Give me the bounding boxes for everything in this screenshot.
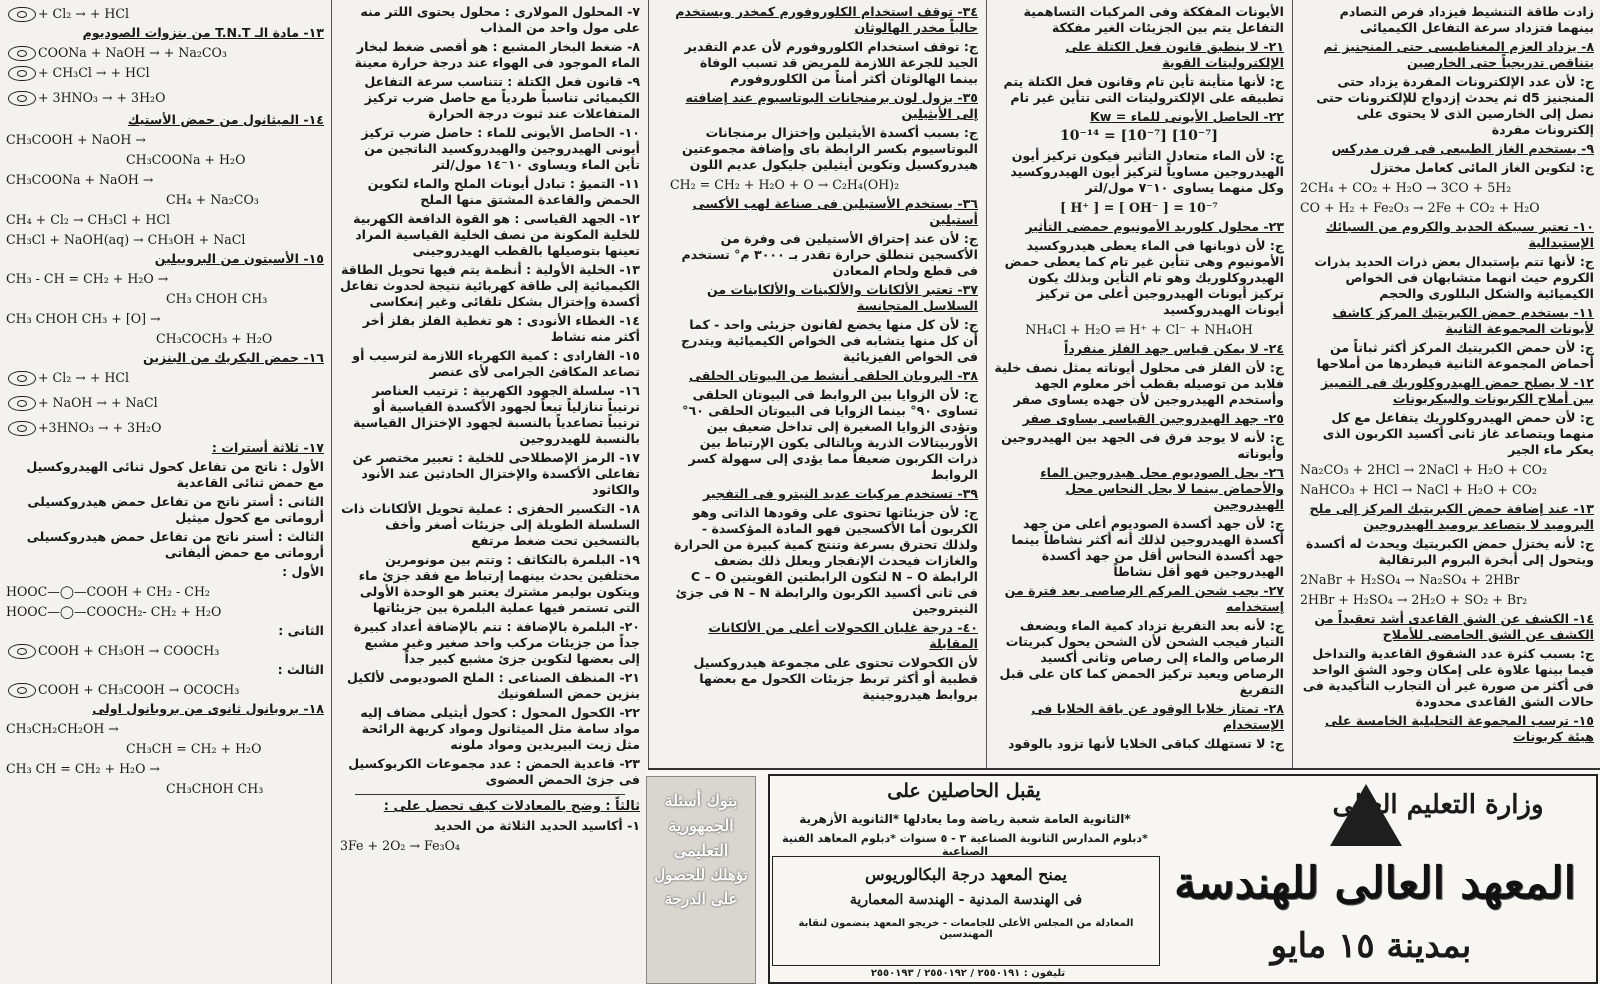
equation: CH₃ CH = CH₂ + H₂O → (6, 761, 160, 776)
equation: COOH + CH₃COOH → OCOCH₃ (6, 681, 324, 698)
benzene-ring-icon (8, 644, 36, 659)
question: ١٣- عند إضافة حمض الكبريتيك المركز إلى ملح البروميد لا يتصاعد بروميد الهيدروجين (1309, 501, 1594, 532)
equation: HOOC—◯—COOH + CH₂ - CH₂ (6, 584, 210, 599)
answer: ج: لا تستهلك كباقى الخلايا لأنها تزود بالوقود (1007, 736, 1284, 751)
benzene-ring-icon (8, 396, 36, 411)
equation: Na₂CO₃ + 2HCl → 2NaCl + H₂O + CO₂ (1300, 462, 1548, 477)
institute-logo-icon (1330, 784, 1402, 846)
equation: CH₃CH = CH₂ + H₂O (126, 741, 262, 756)
definition: ١٥- الفارادى : كمية الكهرباء اللازمة لترسيب أو تصاعد المكافئ الجرامى لأى عنصر (352, 348, 640, 379)
definition: ١١- التميؤ : تبادل أيونات الملح والماء لتكوين الحمض والقاعدة المشتق منها الملح (367, 176, 640, 207)
answer: ج: لأن ذوبانها فى الماء يعطى هيدروكسيد الأمونيوم وهى تتأين غير تام كما يعطى حمض الهيدروكلوريك وهو تام التأين وبذلك يكون تركيز أيونات الهيدروجين أعلى من تركيز أيونات الهيدروكسيد (1004, 238, 1284, 317)
benzene-ring-icon (8, 371, 36, 386)
question: ٢٦- يحل الصوديوم محل هيدروجين الماء والأحماض بينما لا يحل النحاس محل الهيدروجين (1040, 465, 1284, 512)
equation: CH₃ - CH = CH₂ + H₂O → (6, 271, 169, 286)
definition: ١٢- الجهد القياسى : هو القوة الدافعة الكهربية للخلية المكونة من نصف الخلية القياسية المراد تعينها بتوصيلها بالقطب الهيدروجينى (353, 211, 640, 258)
section-title: ثالثاً : وضح بالمعادلات كيف تحصل على : (383, 799, 640, 814)
question: ٣٤- توقف استخدام الكلوروفورم كمخدر ويستخدم حالياً مخدر الهالوثان (675, 4, 978, 35)
benzene-ring-icon (8, 46, 36, 61)
equation: CH₃CH₂CH₂OH → (6, 721, 119, 736)
question: ١- أكاسيد الحديد الثلاثة من الحديد (433, 818, 640, 833)
equation: 2CH₄ + CO₂ + H₂O → 3CO + 5H₂ (1300, 180, 1512, 195)
degree-equivalence: المعادلة من المجلس الأعلى للجامعات - خريجو المعهد ينضمون لنقابة المهندسين (798, 918, 1134, 940)
definition: ١٤- الغطاء الأنودى : هو تغطية الفلز بفلز أخر أكثر منه نشاط (362, 313, 640, 344)
question: ٣٦- يستخدم الأستيلين فى صناعة لهب الأكسى أستيلين (692, 196, 978, 227)
contact-line: تليفون : ٢٥٥٠١٩١ / ٢٥٥٠١٩٢ / ٢٥٥٠١٩٣ (870, 968, 1066, 979)
equation: + 3HNO₃ → + 3H₂O (6, 89, 324, 106)
answer: ج: لأن جهد أكسدة الصوديوم أعلى من جهد أكسدة الهيدروجين لذلك أنه أكثر نشاطاً بينما جهد أكسدة النحاس أقل من جهد أكسدة الهيدروجين فهو أقل نشاطاً (1011, 516, 1284, 579)
question: ١٨- بروبانول ثانوى من بروبانول اولى (92, 701, 324, 716)
equation: CH₃COOH + NaOH → (6, 132, 146, 147)
definition: ٨- ضغط البخار المشبع : هو أقصى ضغط لبخار الماء الموجود فى الهواء عند درجة حرارة معينة (354, 39, 640, 70)
answer: ج: لأنه لا يوجد فرق فى الجهد بين الهيدروجين وأيوناته (1001, 430, 1284, 461)
question: ٣٨- البروبان الحلقى أنشط من البيوتان الحلقى (688, 368, 978, 383)
definition: ٢٢- الكحول المحول : كحول أيثيلى مضاف إليه مواد سامة مثل الميثانول ومواد كريهة الرائحة مثل زيت البيريدين ومواد ملونه (360, 705, 640, 752)
col1-block-a (1300, 4, 1594, 176)
answer: ج: لأن حمض الهيدروكلوريك يتفاعل مع كل منهما ويتصاعد غاز ثانى أكسيد الكربون الذى يعكر ماء الجير (1322, 410, 1594, 457)
benzene-ring-icon (8, 66, 36, 81)
answer: ج: لأن كل منها يخضع لقانون جزيئى واحد - كما أن كل منها يتشابه فى الخواص الكيميائية ويتدرج فى الخواص الفيزيائية (681, 317, 978, 364)
definition: ٢١- المنظف الصناعى : الملح الصوديومى لألكيل بنزين حمض السلفونيك (346, 670, 640, 701)
question: ١٧- ثلاثة أسترات : (211, 440, 324, 455)
equation: CO + H₂ + Fe₂O₃ → 2Fe + CO₂ + H₂O (1300, 200, 1540, 215)
answer: الأول : (282, 564, 324, 579)
advertisement (646, 770, 1600, 984)
column-3 (664, 4, 984, 770)
question: ٩- يستخدم الغاز الطبيعى فى فرن مدركس (1331, 141, 1594, 156)
question: ١٦- حمض البكريك من البنزين (143, 350, 324, 365)
answer: ج: لأنه بعد التفريغ تزداد كمية الماء ويضعف التيار فيجب الشحن لأن الشحن يحول كبريتات الرصاص والماء إلى رصاص وثانى أكسيد الرصاص ويعيد تركيز الحمض كما كان على قبل التفريغ (999, 618, 1284, 697)
equation: CH₃COONa + NaOH → (6, 172, 154, 187)
institute-name: المعهد العالى للهندسة (1174, 858, 1576, 909)
question-bank-ad (646, 776, 756, 984)
text-line: زادت طاقة التنشيط فيزداد فرص التصادم بينهما فتزداد سرعة التفاعل الكيميائى (1339, 4, 1594, 35)
equation: CH₃COCH₃ + H₂O (156, 331, 273, 346)
institute-ad (768, 774, 1598, 984)
question-bank-ad-lines (647, 777, 755, 908)
column-4 (334, 4, 646, 984)
answer: الثالث : أستر ناتج من تفاعل حمض هيدروكسيلى أروماتى مع حمض أليفاتى (26, 529, 324, 560)
question: ١٤- الميثانول من حمض الأستيك (127, 112, 324, 127)
section-divider (355, 794, 625, 795)
definition: ١٣- الخلية الأولية : أنظمة يتم فيها تحويل الطاقة الكيميائية إلى طاقة كهربائية نتيجة لحدوث تفاعل أكسدة وإختزال بشكل تلقائى وغير إنعكاسى (340, 262, 640, 309)
answer: ج: لأن الماء متعادل التأثير فيكون تركيز أيون الهيدروجين مساوياً لتركيز أيون الهيدروكسيد وكل منهما يساوى ١٠⁻٧ مول/لتر (1010, 148, 1284, 195)
answer: ج: لأن الفلز فى محلول أيوناته يمثل نصف خلية فلابد من توصيله بقطب أخر معلوم الجهد وأستخدم الهيدروجين لأن جهده يساوى صفر (994, 360, 1284, 407)
question: ٢٤- لا يمكن قياس جهد الفلز منفرداً (1064, 341, 1284, 356)
column-divider (986, 0, 987, 770)
question: ٣٥- يزول لون برمنجانات البوتاسيوم عند إضافته إلى الأيثيلين (685, 90, 978, 121)
institute-city: بمدينة ١٥ مايو (1270, 926, 1472, 966)
text-line: على الدرجة (664, 890, 738, 908)
equation: CH₄ + Na₂CO₃ (166, 192, 259, 207)
question: ١٥- الأسيتون من البروبيلين (154, 251, 324, 266)
equation: + Cl₂ → + HCl (6, 369, 324, 386)
text-line: تؤهلك للحصول (654, 866, 748, 884)
question: ٢٢- الحاصل الأيونى للماء = Kw (1089, 109, 1284, 124)
equation: COOH + CH₃OH → COOCH₃ (6, 642, 324, 659)
equation: COONa + NaOH → + Na₂CO₃ (6, 44, 324, 61)
question: ١٣- مادة الـ T.N.T من بنزوات الصوديوم (82, 25, 324, 40)
equation: NaHCO₃ + HCl → NaCl + H₂O + CO₂ (1300, 482, 1537, 497)
definition: ٧- المحلول المولارى : محلول يحتوى اللتر منه على مول واحد من المذاب (360, 4, 640, 35)
question: ٨- يزداد العزم المغناطيسى حتى المنجنيز ثم يتناقص تدريجياً حتى الخارصين (1323, 39, 1594, 70)
answer: ج: لأن عدد الإلكترونات المفردة يزداد حتى المنجنيز d5 ثم يحدث إزدواج للإلكترونات حتى نصل إلى الخارصين الذى لا يحتوى على إلكترونات مفردة (1316, 74, 1594, 137)
question: ٢٨- تمتاز خلايا الوقود عن باقة الخلايا فى الإستخدام (1031, 701, 1284, 732)
question: ٢٥- جهد الهيدروجين القياسى يساوى صفر (1022, 411, 1284, 426)
question: ١١- يستخدم حمض الكبريتيك المركز كاشف لأيونات المجموعة الثانية (1332, 305, 1594, 336)
text-line: الأيونات المفككة وفى المركبات التساهمية التفاعل يتم بين الجزيئات الغير مفككة (1023, 4, 1284, 35)
benzene-ring-icon (8, 421, 36, 436)
text-line: الجمهورية (668, 816, 734, 835)
equation: CH₂ = CH₂ + H₂O + O → C₂H₄(OH)₂ (670, 177, 900, 192)
definition: ١٦- سلسلة الجهود الكهربية : ترتيب العناصر ترتيباً تنازلياً تبعاً لجهود الأكسدة القياسية أو ترتيباً تصاعدياً بالنسبة لجهود الإختزال القياسية بالنسبة للهيدروجين (353, 383, 640, 446)
column-5 (0, 4, 330, 984)
equation: [ H⁺ ] = [ OH⁻ ] = 10⁻⁷ (1060, 200, 1218, 215)
question: ١٤- الكشف عن الشق القاعدى أشد تعقيداً من الكشف عن الشق الحامضى للأملاح (1314, 611, 1594, 642)
answer: الثالث : (277, 662, 324, 677)
answer: ج: لأنها تتم بإستبدال بعض ذرات الحديد بذرات الكروم حيث انهما متشابهان فى الخواص الكيميائية والشكل البللورى والحجم (1314, 254, 1594, 301)
accepts-line: *دبلوم المدارس الثانوية الصناعية ٣ - ٥ سنوات *دبلوم المعاهد الفنية الصناعية (782, 832, 1148, 858)
answer: لأن الكحولات تحتوى على مجموعة هيدروكسيل قطبية أو أكثر تربط جزيئات الكحول مع بعضها بروابط هيدروجينية (693, 655, 978, 702)
equation: CH₃ CHOH CH₃ + [O] → (6, 311, 161, 326)
equation: 2NaBr + H₂SO₄ → Na₂SO₄ + 2HBr (1300, 572, 1520, 587)
question: ٤٠- درجة غليان الكحولات أعلى من الألكانات المقابلة (708, 620, 978, 651)
equation: CH₃COONa + H₂O (126, 152, 246, 167)
equation: +3HNO₃ → + 3H₂O (6, 419, 324, 436)
definition: ٢٣- قاعدية الحمض : عدد مجموعات الكربوكسيل فى جزئ الحمض العضوى (348, 756, 640, 787)
benzene-ring-icon (8, 7, 36, 22)
answer: ج: لأنها متأينة تأين تام وقانون فعل الكتلة يتم تطبيقه على الإلكتروليتات التى تتأين غير تام (1003, 74, 1284, 105)
equation: + NaOH → + NaCl (6, 394, 324, 411)
question: ٢١- لا ينطبق قانون فعل الكتلة على الإلكتروليتات القوية (1065, 39, 1284, 70)
question: ٢٧- يجب شحن المركم الرصاصى بعد فترة من إستخدامه (1004, 583, 1284, 614)
definition: ١٨- التكسير الحفزى : عملية تحويل الألكانات ذات السلسلة الطويلة إلى جزيئات أصغر وأخف بالتسخين تحت ضغط مرتفع (341, 501, 640, 548)
answer: ج: لتكوين الغاز المائى كعامل مختزل (1370, 160, 1594, 175)
question: ٣٧- تعتبر الألكانات والألكينات والألكاينات من السلاسل المتجانسة (707, 282, 978, 313)
question: ٣٩- تستخدم مركبات عديد النيترو فى التفجير (703, 486, 978, 501)
equation: + CH₃Cl → + HCl (6, 64, 324, 81)
accepts-heading: يقبل الحاصلين على (887, 780, 1041, 802)
question: ١٥- ترسب المجموعة التحليلية الخامسة على هيئة كربونات (1325, 713, 1594, 744)
column-divider (1292, 0, 1293, 770)
degree-title: يمنح المعهد درجة البكالوريوس (865, 865, 1067, 884)
answer: ج: لأن الزوايا بين الروابط فى البيوتان الحلقى تساوى ٩٠° بينما الزوايا فى البيوتان الحلقى ٦٠° وتؤدى الزوايا الصغيرة إلى تداخل ضعيف بين الأوربيتالات الذرية وبالتالى يكون الإرتباط بين ذرات الكربون ضعيفاً مما يؤدى إلى سهولة كسر الروابط (682, 387, 978, 482)
answer: ج: لأن حمض الكبريتيك المركز أكثر ثباتاً من أحماض المجموعة الثانية فيطردها من أملاحها (1316, 340, 1594, 371)
definition: ٢٠- البلمرة بالإضافة : تتم بالإضافة أعداد كبيرة جداً من جزيئات مركب واحد صغير وغير مشبع إلى بعضها لتكوين جزئ مشبع كبير جداً (353, 619, 640, 666)
equation: CH₄ + Cl₂ → CH₃Cl + HCl (6, 212, 171, 227)
equation: 10⁻¹⁴ = [10⁻⁷] [10⁻⁷] (1060, 128, 1218, 144)
answer: ج: لأن جزيئاتها تحتوى على وقودها الذاتى وهو الكربون أما الأكسجين فهو المادة المؤكسدة - ولذلك تحترق بسرعة وتنتج كمية كبيرة من الحرارة والغازات فيحدث الإنفجار ويعلل ذلك بضعف الرابطة N – O لتكون الرابطتين القويتين C – O فى ثانى أكسيد الكربون والرابطة N – N فى جزئ النيتروجين (673, 505, 978, 616)
accepts-line: *الثانوية العامة شعبة رياضة وما يعادلها *الثانوية الأزهرية (799, 812, 1131, 826)
benzene-ring-icon (8, 91, 36, 106)
definition: ١٠- الحاصل الأيونى للماء : حاصل ضرب تركيز أيونى الهيدروجين والهيدروكسيد الناتجين من تأين الماء ويساوى ١٠⁻١٤ مول/لتر (361, 125, 640, 172)
definition: ١٧- الرمز الإصطلاحى للخلية : تعبير مختصر عن تفاعلى الأكسدة والإختزال الحادثين عند الأنود والكاثود (352, 450, 640, 497)
answer: ج: بسبب أكسدة الأيثيلين وإختزال برمنجانات البوتاسيوم بكسر الرابطة باى وإضافة مجموعتين هيدروكسيل وتكوين أيثيلين جليكول عديم اللون (681, 125, 978, 172)
equation: CH₃CHOH CH₃ (166, 781, 264, 796)
equation: NH₄Cl + H₂O ⇌ H⁺ + Cl⁻ + NH₄OH (1025, 322, 1253, 337)
equation: 2HBr + H₂SO₄ → 2H₂O + SO₂ + Br₂ (1300, 592, 1528, 607)
definition: ١٩- البلمرة بالتكاثف : وتتم بين مونومرين مختلفين يحدث بينهما إرتباط مع فقد جزئ ماء ويتكون بوليمر مشترك يعتبر هو الوحدة الأولى التى تستمر فيها عملية البلمرة بين جزيئاتها (358, 552, 640, 615)
equation: CH₃ CHOH CH₃ (166, 291, 268, 306)
answer: الثانى : (278, 623, 324, 638)
column-divider (331, 0, 332, 984)
answer: ج: لأن عند إحتراق الأستيلين فى وفرة من الأكسجين تنطلق حرارة تقدر بـ ٣٠٠٠ م° تستخدم فى قطع ولحام المعادن (681, 231, 978, 278)
ministry-title: وزارة التعليم العالى (1332, 790, 1544, 820)
equation: CH₃Cl + NaOH(aq) → CH₃OH + NaCl (6, 232, 246, 247)
degree-box (772, 856, 1160, 966)
answer: الأول : ناتج من تفاعل كحول ثنائى الهيدروكسيل مع حمض ثنائى القاعدية (26, 459, 324, 490)
equation: 3Fe + 2O₂ → Fe₃O₄ (340, 838, 460, 853)
benzene-ring-icon (8, 683, 36, 698)
degree-fields: فى الهندسة المدنية - الهندسة المعمارية (849, 892, 1083, 908)
answer: الثانى : أستر ناتج من تفاعل حمض هيدروكسيلى أروماتى مع كحول ميثيل (27, 494, 324, 525)
text-line: التعليمى (673, 841, 729, 860)
answer: ج: توقف استخدام الكلوروفورم لأن عدم التقدير الجيد للجرعة اللازمة للمريض قد تسبب الوفاة بينما الهالوثان أكثر أمناً من الكلوروفورم (684, 39, 978, 86)
question: ٢٣- محلول كلوريد الأمونيوم حمضى التأثير (1025, 219, 1284, 234)
column-2 (988, 4, 1290, 770)
answer: ج: بسبب كثرة عدد الشقوق القاعدية والتداخل فيما بينها علاوة على إمكان وجود الشق الواحد فى أكثر من صورة غير أن التجارب التأكيدية فى حالات الشق القاعدى محدودة (1302, 646, 1594, 709)
question: ١٢- لا يصلح حمض الهيدروكلوريك فى التمييز بين أملاح الكربونات والبيكربونات (1321, 375, 1594, 406)
text-line: بنوك أسئلة (664, 791, 738, 810)
equation: HOOC—◯—COOCH₂- CH₂ + H₂O (6, 604, 222, 619)
definition: ٩- قانون فعل الكتلة : تتناسب سرعة التفاعل الكيميائى تناسباً طردياً مع حاصل ضرب تركيز المتفاعلات عند ثبوت درجة الحرارة (364, 74, 640, 121)
answer: ج: لأنه يختزل حمض الكبريتيك ويحدث له أكسدة ويتحول إلى أبخرة البروم البرتقالية (1305, 536, 1594, 567)
question: ١٠- تعتبر سبيكة الحديد والكروم من السبائك الإستبدالية (1325, 219, 1594, 250)
equation: + Cl₂ → + HCl (6, 5, 324, 22)
